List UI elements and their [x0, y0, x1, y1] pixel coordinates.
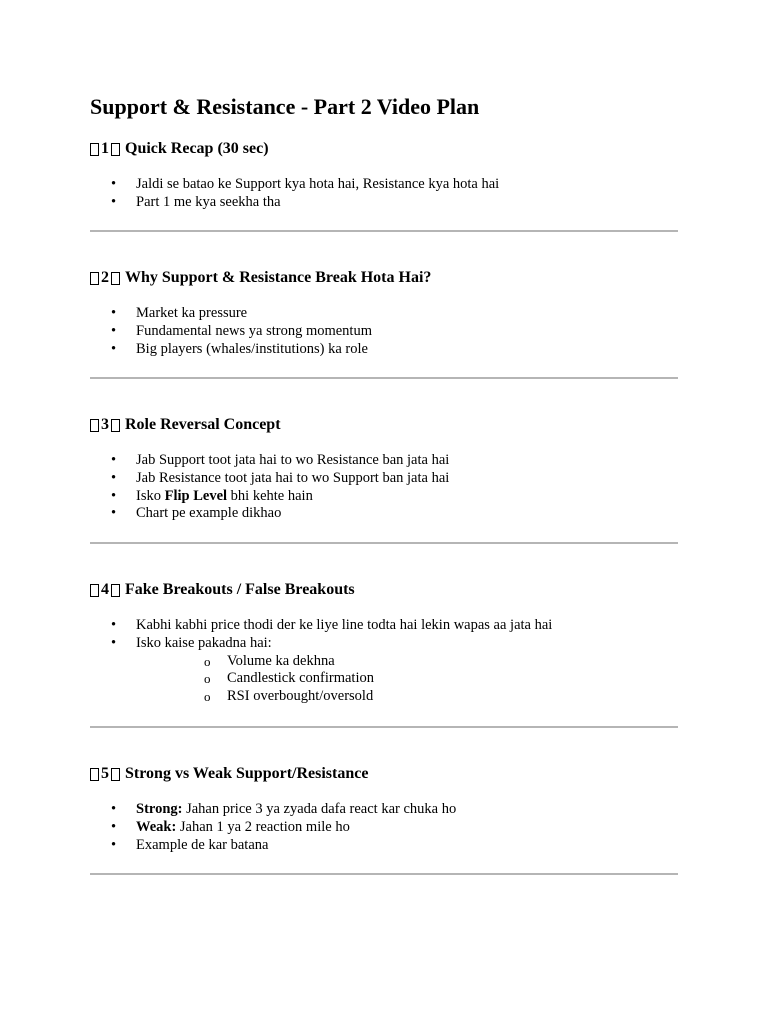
list-item: • Chart pe example dikhao [90, 505, 678, 523]
sub-list-item: o Candlestick confirmation [136, 670, 678, 688]
missing-glyph-icon [111, 419, 120, 432]
bullet-list [90, 176, 678, 212]
sub-list [136, 653, 678, 706]
list-item: • Jab Resistance toot jata hai to wo Support ban jata hai [90, 470, 678, 488]
list-item: • Example de kar batana [90, 837, 678, 855]
weak-term: Weak: [136, 818, 177, 835]
missing-glyph-icon [90, 419, 99, 432]
missing-glyph-icon [111, 768, 120, 781]
section-number: 2 [101, 269, 109, 286]
sub-list-item: o RSI overbought/oversold [136, 688, 678, 706]
section-heading-text: Why Support & Resistance Break Hota Hai? [125, 269, 432, 286]
horizontal-divider [90, 726, 678, 728]
section-why-break [90, 268, 678, 358]
missing-glyph-icon [111, 272, 120, 285]
sub-list-item: o Volume ka dekhna [136, 653, 678, 671]
bullet-list [90, 452, 678, 523]
strong-term: Strong: [136, 801, 183, 817]
horizontal-divider [90, 873, 678, 875]
section-number: 4 [101, 581, 109, 598]
bullet-list [90, 617, 678, 706]
section-heading [90, 139, 678, 159]
horizontal-divider [90, 377, 678, 379]
section-number: 5 [101, 765, 109, 782]
horizontal-divider [90, 230, 678, 232]
missing-glyph-icon [90, 584, 99, 597]
section-heading [90, 415, 678, 435]
list-item: • Market ka pressure [90, 305, 678, 323]
section-heading [90, 268, 678, 288]
section-quick-recap [90, 139, 678, 212]
section-heading [90, 580, 678, 600]
page-title: Support & Resistance - Part 2 Video Plan [90, 94, 480, 119]
missing-glyph-icon [90, 768, 99, 781]
section-number: 1 [101, 140, 109, 157]
section-heading [90, 764, 678, 784]
section-heading-text: Fake Breakouts / False Breakouts [125, 581, 355, 598]
bullet-list [90, 305, 678, 358]
list-item: • Strong: Jahan price 3 ya zyada dafa react kar chuka ho [90, 801, 678, 819]
section-number: 3 [101, 416, 109, 433]
list-item: • Part 1 me kya seekha tha [90, 194, 678, 212]
list-item: • Isko kaise pakadna hai: o Volume ka dekhna o Candlestick confirmation o RSI overbought/oversold [90, 635, 678, 706]
section-fake-breakouts [90, 580, 678, 706]
list-item: • Isko Flip Level bhi kehte hain [90, 488, 678, 506]
section-heading-text: Strong vs Weak Support/Resistance [125, 765, 369, 782]
missing-glyph-icon [90, 272, 99, 285]
section-strong-vs-weak [90, 764, 678, 854]
missing-glyph-icon [90, 143, 99, 156]
section-heading-text: Quick Recap (30 sec) [125, 140, 269, 157]
flip-level-term: Flip Level [164, 487, 228, 504]
list-item: • Weak: Jahan 1 ya 2 reaction mile ho [90, 819, 678, 837]
bullet-list [90, 801, 678, 854]
missing-glyph-icon [111, 143, 120, 156]
horizontal-divider [90, 542, 678, 544]
list-item: • Jab Support toot jata hai to wo Resistance ban jata hai [90, 452, 678, 470]
list-item: • Kabhi kabhi price thodi der ke liye line todta hai lekin wapas aa jata hai [90, 617, 678, 635]
section-role-reversal [90, 415, 678, 523]
list-item: • Fundamental news ya strong momentum [90, 323, 678, 341]
missing-glyph-icon [111, 584, 120, 597]
section-heading-text: Role Reversal Concept [125, 416, 281, 433]
list-item: • Big players (whales/institutions) ka role [90, 341, 678, 359]
list-item: • Jaldi se batao ke Support kya hota hai, Resistance kya hota hai [90, 176, 678, 194]
